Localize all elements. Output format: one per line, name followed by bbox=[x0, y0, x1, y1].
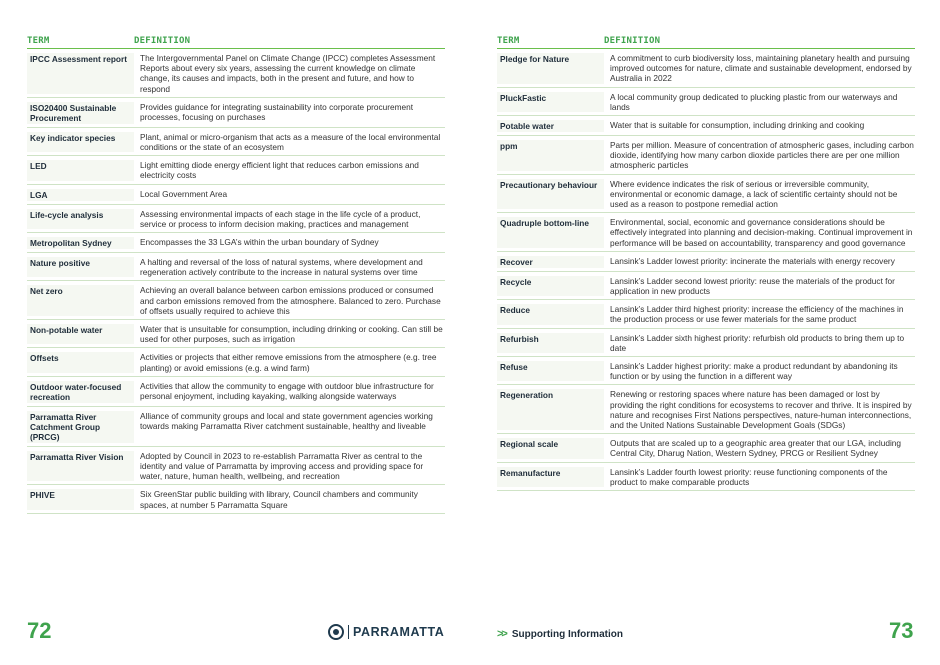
glossary-row bbox=[27, 49, 445, 98]
glossary-term: Key indicator species bbox=[27, 132, 134, 152]
glossary-term: Offsets bbox=[27, 352, 134, 372]
glossary-row bbox=[497, 252, 915, 272]
glossary-row bbox=[497, 116, 915, 136]
glossary-definition: Outputs that are scaled up to a geographic area greater that our LGA, including Central City, Dharug Nation, Western Sydney, PRCG or Resilient Sydney bbox=[610, 438, 902, 459]
glossary-definition: Renewing or restoring spaces where nature has been damaged or lost by providing the right conditions for ecosystems to recover and thrive. It is inspired by nature and recognises First Nations perspectives, nature-human interconnections, and the United Nations Sustainable Development Goals (SDGs) bbox=[610, 389, 912, 431]
glossary-row bbox=[27, 233, 445, 253]
glossary-definition: Lansink’s Ladder sixth highest priority: refurbish old products to bring them up to date bbox=[610, 332, 905, 353]
glossary-term: Parramatta River Vision bbox=[27, 451, 134, 482]
glossary-term: LED bbox=[27, 160, 134, 180]
glossary-term: Life-cycle analysis bbox=[27, 209, 134, 229]
glossary-row bbox=[497, 49, 915, 88]
glossary-row bbox=[27, 485, 445, 513]
glossary-definition: Activities that allow the community to engage with outdoor blue infrastructure for personal enjoyment, including kayaking, walking alongside waterways bbox=[140, 380, 434, 402]
glossary-term: Non-potable water bbox=[27, 324, 134, 344]
glossary-row bbox=[497, 88, 915, 116]
glossary-row bbox=[27, 205, 445, 233]
glossary-row bbox=[27, 156, 445, 184]
glossary-header bbox=[497, 26, 915, 49]
glossary-row bbox=[497, 136, 915, 175]
glossary-definition: Lansink’s Ladder fourth lowest priority: reuse functioning components of the product to make comparable products bbox=[610, 466, 888, 487]
glossary-term: Metropolitan Sydney bbox=[27, 237, 134, 249]
glossary-row bbox=[27, 407, 445, 447]
glossary-definition: Lansink’s Ladder third highest priority: increase the efficiency of the machines in the production process or use fewer materials for the same product bbox=[610, 304, 904, 325]
glossary-term: Reduce bbox=[497, 304, 604, 324]
glossary-definition: Lansink’s Ladder second lowest priority: reuse the materials of the product for application in new products bbox=[610, 275, 895, 297]
glossary-term: Outdoor water-focused recreation bbox=[27, 381, 134, 403]
left-glossary-rows bbox=[27, 49, 445, 514]
glossary-term: Potable water bbox=[497, 120, 604, 132]
glossary-row bbox=[497, 175, 915, 214]
glossary-definition: Achieving an overall balance between carbon emissions produced or consumed and carbon emissions removed from the atmosphere. Balanced to zero. Purchase of offsets usually required to achieve this bbox=[140, 285, 441, 316]
parramatta-logo bbox=[328, 624, 444, 640]
section-label bbox=[497, 628, 623, 640]
glossary-definition: A commitment to curb biodiversity loss, maintaining planetary health and pursuing improved outcomes for nature, climate and sustainable development, endorsed by Australia in 2022 bbox=[610, 53, 912, 84]
glossary-term: Refuse bbox=[497, 361, 604, 381]
glossary-term: LGA bbox=[27, 189, 134, 201]
glossary-row bbox=[497, 213, 915, 252]
glossary-row bbox=[27, 447, 445, 486]
glossary-header bbox=[27, 26, 445, 49]
glossary-term: Remanufacture bbox=[497, 467, 604, 487]
logo-divider bbox=[348, 625, 349, 639]
glossary-term: PluckFastic bbox=[497, 92, 604, 112]
glossary-term: Precautionary behaviour bbox=[497, 179, 604, 210]
glossary-row bbox=[27, 253, 445, 281]
glossary-term: Refurbish bbox=[497, 333, 604, 353]
glossary-definition: Light emitting diode energy efficient light that reduces carbon emissions and electricity costs bbox=[140, 160, 419, 181]
glossary-row bbox=[27, 377, 445, 407]
term-header: TERM bbox=[497, 36, 520, 46]
glossary-definition: A halting and reversal of the loss of natural systems, where development and regeneration actively contribute to the increase in natural systems over time bbox=[140, 257, 423, 278]
glossary-definition: Water that is suitable for consumption, including drinking and cooking bbox=[610, 120, 865, 131]
glossary-definition: Lansink’s Ladder lowest priority: incinerate the materials with energy recovery bbox=[610, 255, 895, 266]
glossary-row bbox=[27, 98, 445, 128]
glossary-definition: Provides guidance for integrating sustainability into corporate procurement processes, focusing on purchases bbox=[140, 101, 414, 123]
glossary-definition: Lansink’s Ladder highest priority: make a product redundant by abandoning its function or by using the function in a different way bbox=[610, 361, 898, 382]
glossary-term: Regional scale bbox=[497, 438, 604, 458]
glossary-definition: Assessing environmental impacts of each stage in the life cycle of a product, service or process to inform decision making, practices and management bbox=[140, 208, 421, 229]
glossary-row bbox=[27, 281, 445, 320]
glossary-term: PHIVE bbox=[27, 489, 134, 509]
glossary-term: Parramatta River Catchment Group (PRCG) bbox=[27, 411, 134, 443]
glossary-definition: Plant, animal or micro-organism that acts as a measure of the local environmental conditions or the state of an ecosystem bbox=[140, 131, 441, 153]
glossary-term: ISO20400 Sustainable Procurement bbox=[27, 102, 134, 124]
glossary-row bbox=[27, 185, 445, 205]
glossary-definition: Water that is unsuitable for consumption, including drinking or cooking. Can still be used for other purposes, such as irrigation bbox=[140, 324, 443, 345]
term-header: TERM bbox=[27, 36, 50, 46]
right-glossary-rows bbox=[497, 49, 915, 491]
section-label-text: Supporting Information bbox=[511, 628, 623, 640]
glossary-row bbox=[497, 272, 915, 300]
glossary-definition: Adopted by Council in 2023 to re-establish Parramatta River as central to the identity and value of Parramatta by improving access and providing space for water, nature, human health, wellbeing, and recreation bbox=[140, 450, 424, 482]
glossary-term: IPCC Assessment report bbox=[27, 53, 134, 94]
glossary-term: ppm bbox=[497, 140, 604, 171]
glossary-definition: Where evidence indicates the risk of serious or irreversible community, environmental or economic damage, a lack of scientific certainty should not be used as a reason to postpone remedial action bbox=[610, 178, 898, 210]
glossary-definition: The Intergovernmental Panel on Climate Change (IPCC) completes Assessment Reports about every six years, assessing the current knowledge on climate change, its causes and impacts, both in the present and future, and how to respond bbox=[140, 53, 436, 94]
page-number-left: 72 bbox=[27, 618, 52, 643]
glossary-term: Nature positive bbox=[27, 257, 134, 277]
council-crest-icon bbox=[328, 624, 344, 640]
glossary-definition: Six GreenStar public building with library, Council chambers and community spaces, at number 5 Parramatta Square bbox=[140, 489, 418, 510]
logo-text: PARRAMATTA bbox=[353, 625, 445, 639]
glossary-definition: Parts per million. Measure of concentration of atmospheric gases, including carbon dioxide, identifying how many carbon dioxide particles there are per one million atmospheric particles bbox=[610, 140, 914, 171]
glossary-definition: Alliance of community groups and local and state government agencies working towards making Parramatta River catchment sustainable, healthy and liveable bbox=[140, 410, 433, 432]
glossary-row bbox=[497, 434, 915, 462]
left-page-glossary bbox=[27, 26, 445, 514]
glossary-row bbox=[27, 128, 445, 156]
glossary-term: Regeneration bbox=[497, 389, 604, 430]
definition-header: DEFINITION bbox=[134, 36, 191, 46]
glossary-row bbox=[27, 348, 445, 376]
glossary-row bbox=[497, 357, 915, 385]
chevron-right-icon: >> bbox=[497, 628, 506, 640]
glossary-term: Net zero bbox=[27, 285, 134, 316]
glossary-term: Pledge for Nature bbox=[497, 53, 604, 84]
glossary-definition: Activities or projects that either remove emissions from the atmosphere (e.g. tree planting) or avoid emissions (e.g. a wind farm) bbox=[140, 352, 437, 373]
definition-header: DEFINITION bbox=[604, 36, 661, 46]
glossary-row bbox=[27, 320, 445, 348]
glossary-row bbox=[497, 385, 915, 434]
glossary-term: Quadruple bottom-line bbox=[497, 217, 604, 248]
glossary-definition: Local Government Area bbox=[140, 188, 228, 199]
glossary-definition: Environmental, social, economic and governance considerations should be effectively integrated into planning and decision-making. Continual improvement in performance will be based on accountability, transparency and good governance bbox=[610, 217, 913, 248]
page-number-right: 73 bbox=[889, 618, 914, 643]
right-page-glossary bbox=[497, 26, 915, 491]
glossary-definition: A local community group dedicated to plucking plastic from our waterways and lands bbox=[610, 91, 898, 112]
glossary-term: Recover bbox=[497, 256, 604, 268]
glossary-row bbox=[497, 329, 915, 357]
glossary-row bbox=[497, 463, 915, 491]
glossary-definition: Encompasses the 33 LGA’s within the urban boundary of Sydney bbox=[140, 237, 379, 248]
glossary-row bbox=[497, 300, 915, 328]
glossary-term: Recycle bbox=[497, 276, 604, 296]
